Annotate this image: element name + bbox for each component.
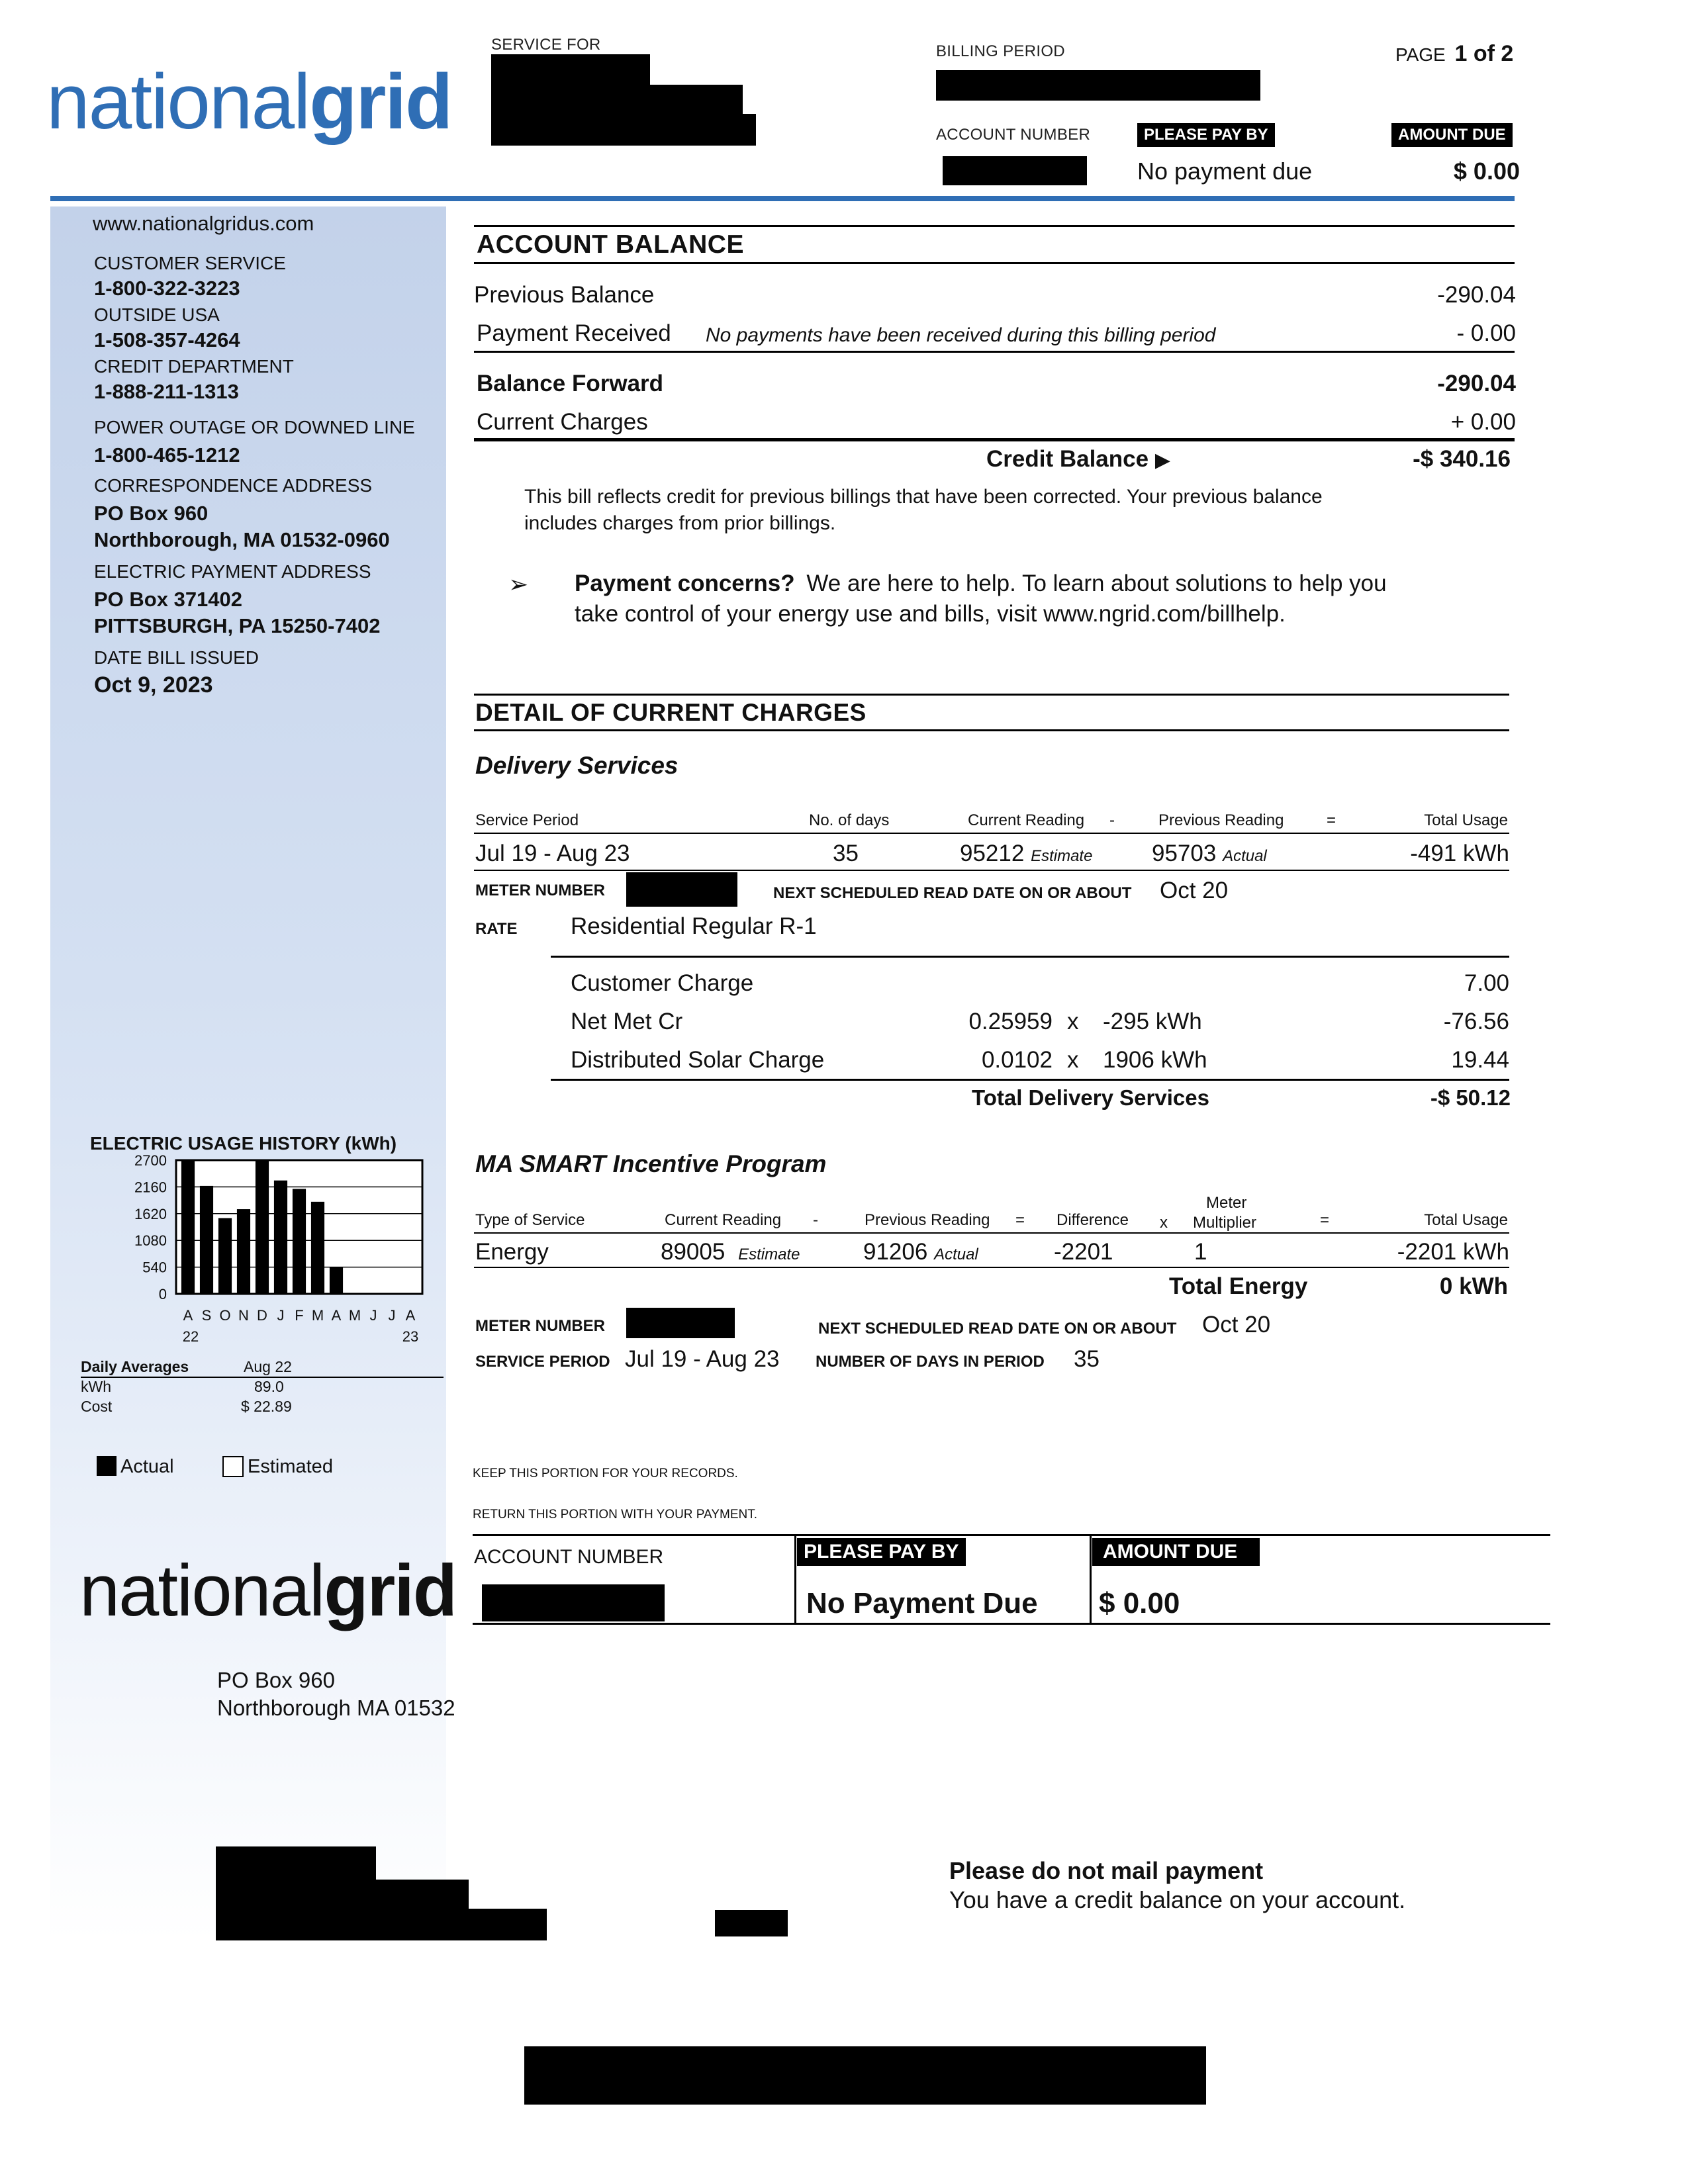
- payment-concerns-text2: take control of your energy use and bills, visit www.ngrid.com/billhelp.: [575, 601, 1286, 627]
- redacted-scanline: [524, 2046, 1206, 2105]
- stub-divider-1: [794, 1534, 796, 1623]
- redacted-account-number: [943, 156, 1087, 185]
- smart-days-value: 35: [1074, 1346, 1100, 1372]
- chart-bar: [181, 1160, 195, 1294]
- credit-department-label: CREDIT DEPARTMENT: [94, 356, 294, 377]
- total-delivery-label: Total Delivery Services: [972, 1085, 1209, 1110]
- chart-y-tick-label: 0: [158, 1286, 167, 1302]
- do-not-mail-notice-title: Please do not mail payment: [949, 1857, 1264, 1884]
- charge-rate: 0.0102: [981, 1047, 1053, 1073]
- daily-averages-kwh-value: 89.0: [254, 1378, 284, 1395]
- smart-col-times: x: [1160, 1214, 1168, 1232]
- smart-type-value: Energy: [475, 1239, 549, 1265]
- charge-label: Distributed Solar Charge: [571, 1047, 825, 1073]
- smart-total-usage: -2201 kWh: [1397, 1239, 1509, 1265]
- delivery-services-title: Delivery Services: [475, 752, 679, 779]
- total-energy-label: Total Energy: [1169, 1273, 1308, 1299]
- current-charges-rule: [474, 438, 1515, 441]
- detail-title: DETAIL OF CURRENT CHARGES: [475, 699, 867, 726]
- col-previous-reading: Previous Reading: [1158, 811, 1284, 829]
- daily-averages-kwh-label: kWh: [81, 1378, 111, 1395]
- delivery-current-reading-type: Estimate: [1031, 847, 1093, 865]
- smart-next-read-label: NEXT SCHEDULED READ DATE ON OR ABOUT: [818, 1320, 1177, 1338]
- chart-x-tick-label: M: [311, 1307, 324, 1324]
- smart-service-period-value: Jul 19 - Aug 23: [625, 1346, 780, 1372]
- redacted-customer-address: [715, 1910, 788, 1936]
- payment-address-line1: PO Box 371402: [94, 588, 243, 611]
- charge-quantity: 1906 kWh: [1103, 1047, 1207, 1073]
- header-divider: [50, 196, 1515, 201]
- credit-balance-label: [986, 446, 1170, 473]
- legend-actual-label: Actual: [120, 1456, 174, 1477]
- delivery-total-usage: -491 kWh: [1410, 841, 1509, 866]
- chart-bar: [218, 1218, 232, 1294]
- charge-quantity: -295 kWh: [1103, 1009, 1202, 1034]
- smart-difference-value: -2201: [1054, 1239, 1113, 1265]
- col-equals: =: [1327, 811, 1336, 829]
- stub-amount-due-label: AMOUNT DUE: [1092, 1538, 1260, 1566]
- chart-y-tick-label: 1620: [134, 1205, 167, 1222]
- delivery-row-rule: [474, 870, 1509, 871]
- smart-col-eq2: =: [1320, 1211, 1330, 1229]
- charge-label: Net Met Cr: [571, 1009, 683, 1034]
- account-balance-title-rule: [474, 262, 1515, 264]
- redacted-delivery-meter-number: [626, 872, 737, 907]
- rate-rule: [551, 956, 1509, 958]
- delivery-next-read-label: NEXT SCHEDULED READ DATE ON OR ABOUT: [773, 884, 1132, 902]
- website-link[interactable]: www.nationalgridus.com: [93, 212, 314, 235]
- total-delivery-value: -$ 50.12: [1430, 1085, 1511, 1110]
- smart-col-difference: Difference: [1056, 1211, 1129, 1229]
- national-grid-logo-stub: [79, 1549, 456, 1633]
- smart-previous-reading-value: 91206: [863, 1239, 928, 1265]
- chart-bar: [274, 1181, 287, 1294]
- smart-col-eq1: =: [1015, 1211, 1025, 1229]
- stub-amount-due-value: $ 0.00: [1099, 1587, 1180, 1619]
- credit-balance-arrow-icon: ▶: [1154, 449, 1170, 471]
- stub-divider-2: [1090, 1534, 1092, 1623]
- previous-balance-label: Previous Balance: [474, 282, 655, 308]
- chart-bar: [256, 1160, 269, 1294]
- smart-previous-reading-type: Actual: [934, 1246, 978, 1263]
- chart-y-tick-label: 2700: [134, 1155, 167, 1169]
- smart-current-reading-value: 89005: [661, 1239, 726, 1265]
- delivery-meter-number-label: METER NUMBER: [475, 882, 605, 899]
- smart-col-type: Type of Service: [475, 1211, 585, 1229]
- chart-bar: [330, 1267, 343, 1294]
- charge-amount: 19.44: [1451, 1047, 1509, 1073]
- smart-multiplier-value: 1: [1194, 1239, 1207, 1265]
- legend-estimated-swatch: [222, 1456, 244, 1477]
- smart-current-reading-type: Estimate: [738, 1246, 800, 1263]
- credit-note-line1: This bill reflects credit for previous billings that have been corrected. Your previous balance: [524, 486, 1323, 508]
- balance-forward-value: -290.04: [1437, 371, 1516, 396]
- credit-balance-text: Credit Balance: [986, 446, 1149, 472]
- redacted-service-address: [491, 114, 756, 146]
- page-indicator: [1395, 41, 1513, 67]
- chart-y-tick-label: 540: [142, 1259, 167, 1276]
- smart-previous-reading: [863, 1239, 978, 1265]
- chart-x-tick-label: N: [238, 1307, 249, 1324]
- account-number-label: ACCOUNT NUMBER: [936, 126, 1091, 144]
- daily-averages-period: Aug 22: [244, 1358, 292, 1375]
- rate-label: RATE: [475, 920, 518, 938]
- keep-portion-text: KEEP THIS PORTION FOR YOUR RECORDS.: [473, 1467, 738, 1480]
- customer-service-phone: 1-800-322-3223: [94, 277, 240, 300]
- legend-actual-swatch: [97, 1456, 117, 1476]
- payment-concerns-text1: We are here to help. To learn about solutions to help you: [806, 570, 1387, 596]
- redacted-stub-account-number: [482, 1584, 665, 1621]
- please-pay-by-value: No payment due: [1137, 158, 1313, 185]
- chart-x-tick-label: D: [257, 1307, 267, 1324]
- col-service-period: Service Period: [475, 811, 579, 829]
- smart-col-total: Total Usage: [1424, 1211, 1508, 1229]
- redacted-customer-address: [216, 1880, 469, 1913]
- chart-x-tick-label: J: [388, 1307, 396, 1324]
- charge-multiply-sign: x: [1067, 1009, 1079, 1034]
- concerns-bullet-icon: ➢: [508, 570, 529, 598]
- col-minus: -: [1109, 811, 1115, 829]
- date-bill-issued-label: DATE BILL ISSUED: [94, 647, 259, 668]
- chart-bar: [293, 1189, 306, 1294]
- logo-light-text: national: [46, 58, 310, 146]
- charge-amount: 7.00: [1464, 970, 1509, 996]
- service-for-label: SERVICE FOR: [491, 36, 601, 54]
- col-total-usage: Total Usage: [1424, 811, 1508, 829]
- amount-due-value: $ 0.00: [1453, 158, 1520, 185]
- usage-chart: [86, 1155, 444, 1347]
- daily-averages-cost-label: Cost: [81, 1398, 113, 1415]
- smart-col-meter-line2: Multiplier: [1193, 1214, 1257, 1232]
- logo-bold-text: grid: [309, 58, 452, 146]
- amount-due-label: AMOUNT DUE: [1391, 123, 1513, 147]
- stub-logo-bold-text: grid: [324, 1550, 457, 1631]
- payment-address-label: ELECTRIC PAYMENT ADDRESS: [94, 561, 371, 582]
- chart-bar: [237, 1209, 250, 1294]
- credit-note-line2: includes charges from prior billings.: [524, 512, 836, 534]
- previous-balance-value: -290.04: [1437, 282, 1516, 308]
- chart-y-tick-label: 2160: [134, 1179, 167, 1196]
- stub-please-pay-by-label: PLEASE PAY BY: [797, 1538, 966, 1566]
- payment-concerns-line1: [575, 570, 1387, 597]
- rate-value: Residential Regular R-1: [571, 913, 817, 939]
- date-bill-issued-value: Oct 9, 2023: [94, 672, 213, 698]
- current-charges-value: + 0.00: [1450, 409, 1516, 435]
- chart-x-tick-label: F: [295, 1307, 304, 1324]
- chart-x-tick-label: O: [219, 1307, 231, 1324]
- outage-phone: 1-800-465-1212: [94, 443, 240, 467]
- stub-top-rule: [473, 1534, 1550, 1536]
- smart-header-rule: [474, 1232, 1509, 1234]
- chart-x-tick-label: M: [348, 1307, 361, 1324]
- delivery-current-reading: [960, 841, 1092, 867]
- page-label: PAGE: [1395, 44, 1446, 65]
- correspondence-address-line1: PO Box 960: [94, 502, 209, 525]
- smart-days-label: NUMBER OF DAYS IN PERIOD: [816, 1353, 1045, 1371]
- customer-service-label: CUSTOMER SERVICE: [94, 253, 286, 273]
- smart-meter-number-label: METER NUMBER: [475, 1317, 605, 1335]
- delivery-previous-reading-type: Actual: [1223, 847, 1267, 865]
- current-charges-label: Current Charges: [477, 409, 648, 435]
- col-current-reading: Current Reading: [968, 811, 1085, 829]
- charge-multiply-sign: x: [1067, 1047, 1079, 1073]
- total-energy-value: 0 kWh: [1439, 1273, 1508, 1299]
- balance-forward-label: Balance Forward: [477, 371, 664, 396]
- col-days: No. of days: [809, 811, 890, 829]
- payment-received-value: - 0.00: [1456, 320, 1516, 346]
- stub-bottom-rule: [473, 1623, 1550, 1625]
- chart-x-tick-label: J: [277, 1307, 285, 1324]
- do-not-mail-notice-text: You have a credit balance on your account.: [949, 1886, 1406, 1913]
- payment-received-rule: [474, 351, 1515, 353]
- daily-averages-title: Daily Averages: [81, 1358, 189, 1375]
- chart-x-tick-label: A: [405, 1307, 416, 1324]
- correspondence-address-label: CORRESPONDENCE ADDRESS: [94, 475, 373, 496]
- smart-col-meter-line1: Meter: [1206, 1194, 1247, 1212]
- please-pay-by-label: PLEASE PAY BY: [1137, 123, 1275, 147]
- smart-service-period-label: SERVICE PERIOD: [475, 1353, 610, 1371]
- chart-year-start-label: 22: [182, 1328, 199, 1345]
- correspondence-address-line2: Northborough, MA 01532-0960: [94, 528, 390, 551]
- stub-please-pay-by-value: No Payment Due: [806, 1587, 1038, 1619]
- smart-col-minus: -: [813, 1211, 818, 1229]
- delivery-previous-reading: [1152, 841, 1267, 867]
- return-address-line1: PO Box 960: [217, 1668, 335, 1692]
- page-value: 1 of 2: [1454, 41, 1514, 66]
- redacted-service-address: [491, 54, 650, 87]
- return-address-line2: Northborough MA 01532: [217, 1696, 455, 1720]
- smart-program-title: MA SMART Incentive Program: [475, 1150, 827, 1177]
- redacted-customer-address: [216, 1846, 376, 1884]
- charge-rate: 0.25959: [968, 1009, 1053, 1034]
- outage-label: POWER OUTAGE OR DOWNED LINE: [94, 417, 415, 437]
- smart-row-rule: [474, 1267, 1509, 1268]
- redacted-smart-meter-number: [626, 1308, 735, 1338]
- detail-title-rule: [474, 729, 1509, 731]
- chart-y-tick-label: 1080: [134, 1232, 167, 1250]
- redacted-billing-period: [936, 70, 1260, 101]
- account-balance-title: ACCOUNT BALANCE: [477, 230, 744, 259]
- redacted-customer-address: [216, 1909, 547, 1940]
- billing-period-label: BILLING PERIOD: [936, 42, 1065, 60]
- charge-label: Customer Charge: [571, 970, 754, 996]
- stub-logo-light-text: national: [79, 1550, 324, 1631]
- payment-received-label: Payment Received: [477, 320, 671, 346]
- credit-department-phone: 1-888-211-1313: [94, 380, 239, 403]
- chart-x-tick-label: S: [201, 1307, 212, 1324]
- account-balance-top-rule: [474, 225, 1515, 227]
- chart-year-end-label: 23: [402, 1328, 419, 1345]
- chart-x-tick-label: J: [369, 1307, 377, 1324]
- chart-bar: [200, 1186, 213, 1294]
- outside-usa-phone: 1-508-357-4264: [94, 328, 240, 351]
- daily-averages-cost-value: $ 22.89: [241, 1398, 292, 1415]
- payment-received-note: No payments have been received during this billing period: [706, 324, 1216, 346]
- smart-current-reading: [661, 1239, 800, 1265]
- usage-chart-title: ELECTRIC USAGE HISTORY (kWh): [90, 1133, 397, 1154]
- stub-account-number-label: ACCOUNT NUMBER: [474, 1546, 664, 1568]
- smart-next-read-value: Oct 20: [1202, 1312, 1271, 1338]
- payment-address-line2: PITTSBURGH, PA 15250-7402: [94, 614, 381, 637]
- return-portion-text: RETURN THIS PORTION WITH YOUR PAYMENT.: [473, 1508, 757, 1522]
- smart-col-current: Current Reading: [665, 1211, 782, 1229]
- legend-estimated-label: Estimated: [248, 1456, 333, 1477]
- credit-balance-value: -$ 340.16: [1413, 446, 1511, 472]
- payment-concerns-title: Payment concerns?: [575, 570, 795, 596]
- detail-top-rule: [474, 694, 1509, 696]
- chart-x-tick-label: A: [183, 1307, 193, 1324]
- charge-amount: -76.56: [1443, 1009, 1509, 1034]
- delivery-next-read-value: Oct 20: [1160, 878, 1229, 903]
- smart-col-previous: Previous Reading: [865, 1211, 990, 1229]
- outside-usa-label: OUTSIDE USA: [94, 304, 220, 325]
- national-grid-logo: [46, 57, 451, 147]
- chart-x-tick-label: A: [331, 1307, 342, 1324]
- chart-bar: [311, 1202, 324, 1294]
- redacted-service-address: [491, 85, 743, 115]
- delivery-previous-reading-value: 95703: [1152, 841, 1217, 866]
- delivery-current-reading-value: 95212: [960, 841, 1025, 866]
- delivery-days: 35: [833, 841, 859, 866]
- delivery-service-period: Jul 19 - Aug 23: [475, 841, 630, 866]
- charges-total-rule: [551, 1079, 1509, 1081]
- delivery-header-rule: [474, 833, 1509, 834]
